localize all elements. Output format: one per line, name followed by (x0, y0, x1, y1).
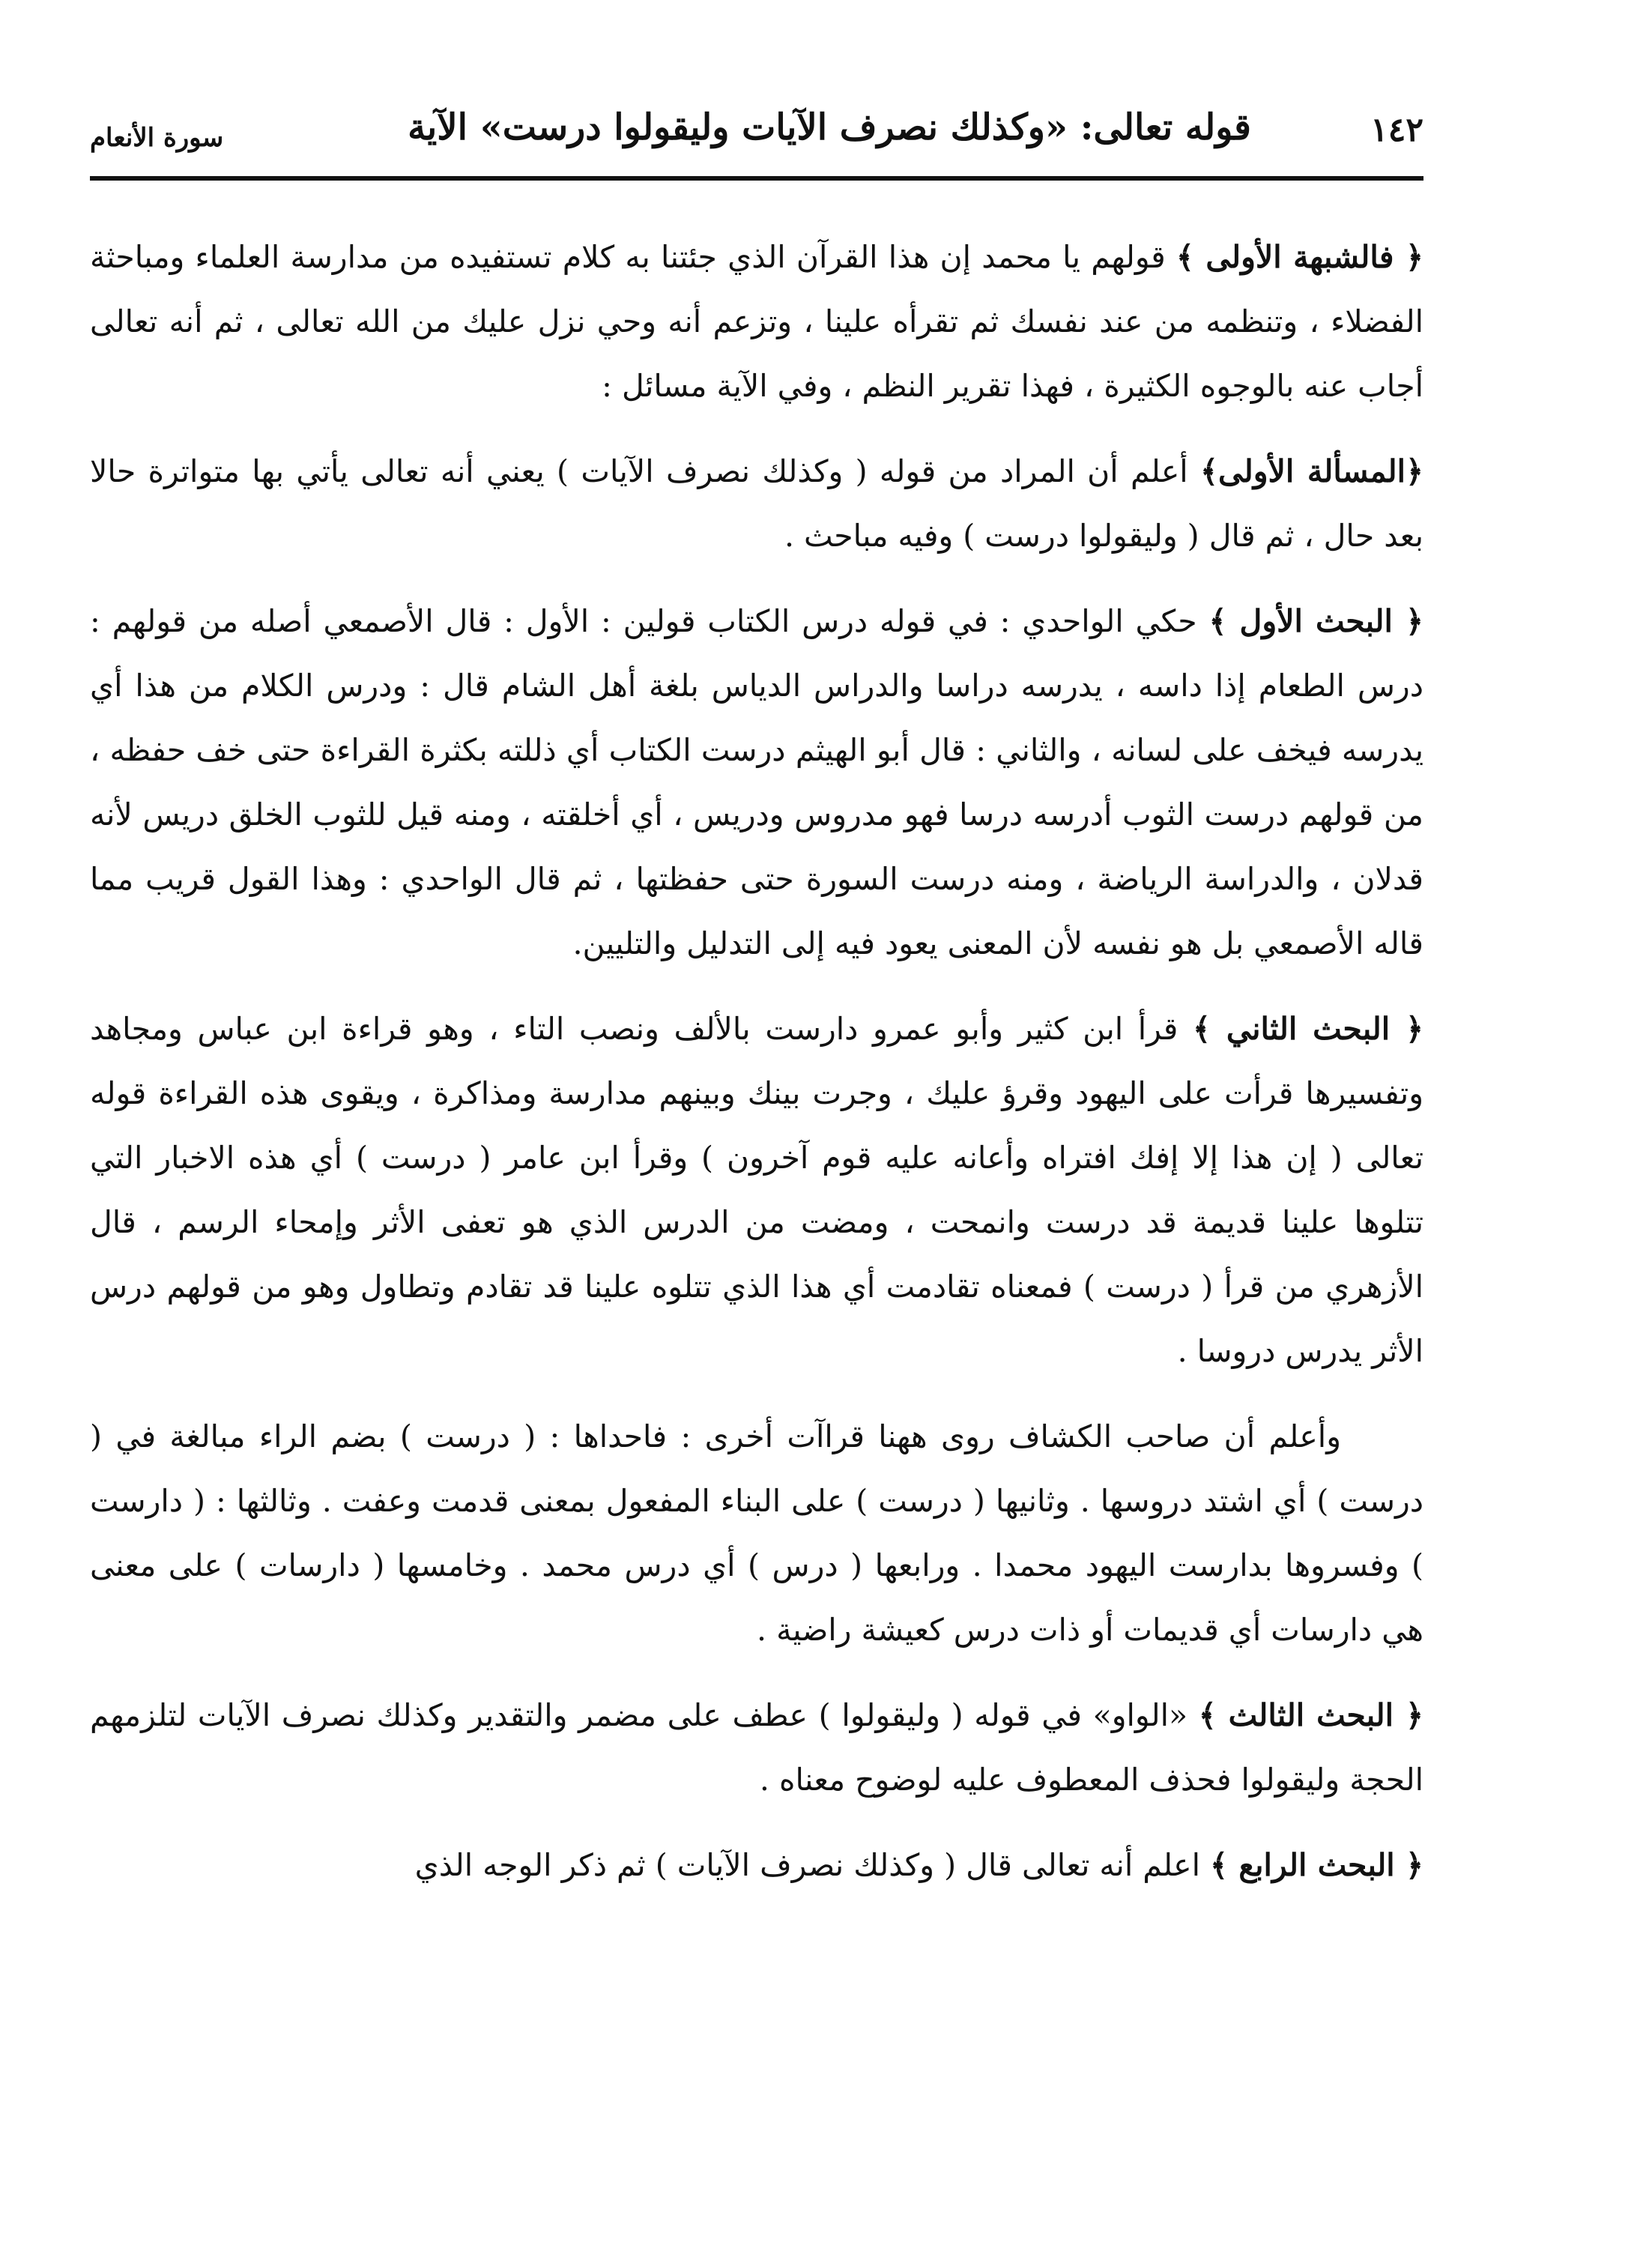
paragraph-text: وأعلم أن صاحب الكشاف روى ههنا قراآت أخرى : فاحداها : ( درست ) بضم الراء مبالغة في ( درست ) أي اشتد دروسها . وثانيها ( درست ) على البناء المفعول بمعنى قدمت وعفت . وثالثها : ( دارست ) وفسروها بدارست اليهود محمدا . ورابعها ( درس ) أي درس محمد . وخامسها ( دارسات ) على معنى هي دارسات أي قديمات أو ذات درس كعيشة راضية . (90, 1418, 1423, 1648)
paragraph-text: قولهم يا محمد إن هذا القرآن الذي جئتنا به كلام تستفيده من مدارسة العلماء ومباحثة الفضلاء ، وتنظمه من عند نفسك ثم تقرأه علينا ، وتزعم أنه وحي نزل عليك من الله تعالى ، ثم أنه تعالى أجاب عنه بالوجوه الكثيرة ، فهذا تقرير النظم ، وفي الآية مسائل : (90, 239, 1423, 404)
page-body (90, 225, 1423, 1918)
paragraph-third-discussion (90, 1683, 1423, 1812)
page-number: ١٤٢ (1370, 111, 1423, 149)
section-heading: ﴿ فالشبهة الأولى ﴾ (1176, 239, 1423, 275)
running-title: قوله تعالى: «وكذلك نصرف الآيات وليقولوا درست» الآية (408, 106, 1251, 148)
surah-name: سورة الأنعام (90, 123, 224, 153)
paragraph-kashshaf-readings (90, 1404, 1423, 1662)
header-rule (90, 176, 1423, 181)
paragraph-first-doubt (90, 225, 1423, 418)
section-heading: ﴿ البحث الأول ﴾ (1208, 603, 1423, 639)
paragraph-second-discussion (90, 997, 1423, 1383)
paragraph-text: أعلم أن المراد من قوله ( وكذلك نصرف الآيات ) يعني أنه تعالى يأتي بها متواترة حالا بعد حال ، ثم قال ( وليقولوا درست ) وفيه مباحث . (90, 453, 1423, 554)
paragraph-first-issue (90, 439, 1423, 568)
paragraph-text: «الواو» في قوله ( وليقولوا ) عطف على مضمر والتقدير وكذلك نصرف الآيات لتلزمهم الحجة وليقولوا فحذف المعطوف عليه لوضوح معناه . (90, 1697, 1423, 1798)
paragraph-fourth-discussion (90, 1833, 1423, 1897)
section-heading: ﴿ البحث الثالث ﴾ (1198, 1697, 1423, 1733)
paragraph-first-discussion (90, 589, 1423, 976)
section-heading: ﴿ البحث الثاني ﴾ (1193, 1011, 1423, 1047)
section-heading: ﴿ البحث الرابع ﴾ (1210, 1847, 1423, 1883)
page-header (90, 88, 1423, 171)
paragraph-text: اعلم أنه تعالى قال ( وكذلك نصرف الآيات ) ثم ذكر الوجه الذي (414, 1847, 1211, 1883)
paragraph-text: حكي الواحدي : في قوله درس الكتاب قولين : الأول : قال الأصمعي أصله من قولهم : درس الطعام إذا داسه ، يدرسه دراسا والدراس الدياس بلغة أهل الشام قال : ودرس الكلام من هذا أي يدرسه فيخف على لسانه ، والثاني : قال أبو الهيثم درست الكتاب أي ذللته بكثرة القراءة حتى خف حفظه ، من قولهم درست الثوب أدرسه درسا فهو مدروس ودريس ، أي أخلقته ، ومنه قيل للثوب الخلق دريس لأنه قدلان ، والدراسة الرياضة ، ومنه درست السورة حتى حفظتها ، ثم قال الواحدي : وهذا القول قريب مما قاله الأصمعي بل هو نفسه لأن المعنى يعود فيه إلى التدليل والتليين. (90, 603, 1423, 961)
paragraph-text: قرأ ابن كثير وأبو عمرو دارست بالألف ونصب التاء ، وهو قراءة ابن عباس ومجاهد وتفسيرها قرأت على اليهود وقرؤ عليك ، وجرت بينك وبينهم مدارسة ومذاكرة ، ويقوى هذه القراءة قوله تعالى ( إن هذا إلا إفك افتراه وأعانه عليه قوم آخرون ) وقرأ ابن عامر ( درست ) أي هذه الاخبار التي تتلوها علينا قديمة قد درست وانمحت ، ومضت من الدرس الذي هو تعفى الأثر وإمحاء الرسم ، قال الأزهري من قرأ ( درست ) فمعناه تقادمت أي هذا الذي تتلوه علينا قد تقادم وتطاول وهو من قولهم درس الأثر يدرس دروسا . (90, 1011, 1423, 1369)
section-heading: ﴿المسألة الأولى﴾ (1200, 453, 1424, 489)
